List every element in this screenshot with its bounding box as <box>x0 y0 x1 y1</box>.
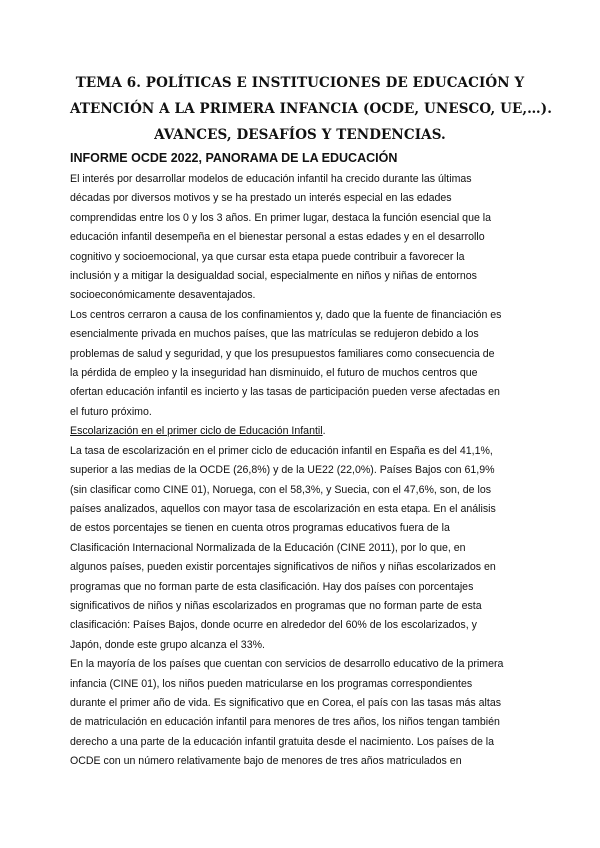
text-line: superior a las medias de la OCDE (26,8%) y de la UE22 (22,0%). Países Bajos con 61,9% <box>70 464 495 477</box>
text-line: significativos de niños y niñas escolarizados en programas que no forman parte de esta <box>70 599 482 612</box>
text-line: La tasa de escolarización en el primer ciclo de educación infantil en España es del 41,1%, <box>70 444 493 457</box>
text-line: Japón, donde este grupo alcanza el 33%. <box>70 638 265 651</box>
text-line: Los centros cerraron a causa de los confinamientos y, dado que la fuente de financiación es <box>70 308 502 321</box>
text-line: infancia (CINE 01), los niños pueden matricularse en los programas correspondientes <box>70 677 473 690</box>
paragraph-early-childhood-services <box>70 655 540 771</box>
section-heading-line <box>70 422 540 441</box>
text-line: la pérdida de empleo y la inseguridad han disminuido, el futuro de muchos centros que <box>70 367 478 380</box>
section-subtitle: INFORME OCDE 2022, PANORAMA DE LA EDUCACIÓN <box>70 151 398 165</box>
text-line: décadas por diversos motivos y se ha prestado un interés especial en las edades <box>70 192 452 205</box>
text-line: de matriculación en educación infantil para menores de tres años, los niños tengan también <box>70 716 500 729</box>
text-line: problemas de salud y seguridad, y que los presupuestos familiares como consecuencia de <box>70 347 495 360</box>
text-line: durante el primer año de vida. Es significativo que en Corea, el país con las tasas más altas <box>70 696 502 709</box>
text-line: países analizados, aquellos con mayor tasa de escolarización en esta etapa. En el análisis <box>70 502 496 515</box>
text-line: El interés por desarrollar modelos de educación infantil ha crecido durante las últimas <box>70 173 472 185</box>
text-line: comprendidas entre los 0 y los 3 años. En primer lugar, destaca la función esencial que la <box>70 211 492 224</box>
text-line: (sin clasificar como CINE 01), Noruega, con el 58,3%, y Suecia, con el 47,6%, son, de los <box>70 483 492 496</box>
text-line: Clasificación Internacional Normalizada de la Educación (CINE 2011), por lo que, en <box>70 541 466 554</box>
text-line: clasificación: Países Bajos, donde ocurre en alrededor del 60% de los escolarizados, y <box>70 619 477 632</box>
text-line: de estos porcentajes se tienen en cuenta otros programas educativos fuera de la <box>70 522 450 535</box>
text-line: OCDE con un número relativamente bajo de menores de tres años matriculados en <box>70 755 462 768</box>
text-line: el futuro próximo. <box>70 405 152 418</box>
title-line-2: ATENCIÓN A LA PRIMERA INFANCIA (OCDE, UNESCO, UE,…). <box>70 101 553 117</box>
document-body <box>70 170 540 772</box>
section-heading-period: . <box>322 425 326 438</box>
text-line: esencialmente privada en muchos países, que las matrículas se redujeron debido a los <box>70 328 479 341</box>
paragraph-enrollment-rates <box>70 442 540 655</box>
text-line: ofertan educación infantil es incierto y las tasas de participación pueden verse afectadas en <box>70 386 500 399</box>
text-line: socioeconómicamente desaventajados. <box>70 289 256 302</box>
title-line-1: TEMA 6. POLÍTICAS E INSTITUCIONES DE EDUCACIÓN Y <box>75 75 525 91</box>
section-heading <box>70 422 540 441</box>
text-line: educación infantil desempeña en el bienestar personal a estas edades y en el desarrollo <box>70 231 485 244</box>
text-line: derecho a una parte de la educación infantil gratuita desde el nacimiento. Los países de la <box>70 735 495 748</box>
text-line: algunos países, pueden existir porcentajes significativos de niños y niñas escolarizados en <box>70 561 496 574</box>
text-line: programas que no forman parte de esta clasificación. Hay dos países con porcentajes <box>70 580 474 593</box>
text-line: cognitivo y socioemocional, ya que cursar esta etapa puede contribuir a favorecer la <box>70 250 465 263</box>
paragraph-closures <box>70 306 540 422</box>
title-line-3: AVANCES, DESAFÍOS Y TENDENCIAS. <box>154 127 446 143</box>
document-title <box>70 70 553 148</box>
text-line: En la mayoría de los países que cuentan con servicios de desarrollo educativo de la primera <box>70 658 504 671</box>
paragraph-intro <box>70 170 540 306</box>
text-line: inclusión y a mitigar la desigualdad social, especialmente en niños y niñas de entornos <box>70 270 477 283</box>
section-heading-text: Escolarización en el primer ciclo de Educación Infantil <box>70 425 323 438</box>
